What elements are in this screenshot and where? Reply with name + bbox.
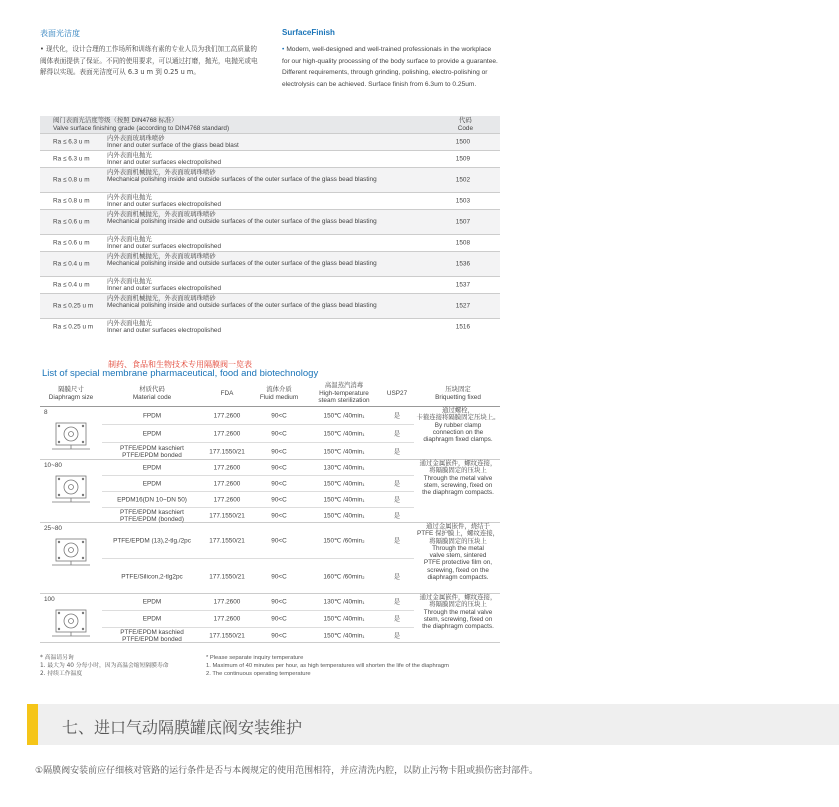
finish-code: 1509 xyxy=(455,155,470,163)
steam-sterilization: 150℃ /40min₁ xyxy=(323,429,365,437)
membrane-row xyxy=(102,491,414,507)
fluid-medium: 90<C xyxy=(271,495,287,503)
finish-description xyxy=(107,294,427,311)
surface-finish-text-en xyxy=(282,44,500,90)
material-code: PTFE/EPDM (13),2-tlg./2pc xyxy=(113,536,191,544)
fluid-medium: 90<C xyxy=(271,447,287,455)
finish-desc-cn: 内外表面电抛光 xyxy=(107,320,152,327)
steam-sterilization: 150℃ /60min₂ xyxy=(323,536,365,544)
install-note: ①隔膜阀安装前应仔细核对管路的运行条件是否与本阀规定的使用范围相符，并应清洗内腔，以防止污物卡阻或损伤密封部件。 xyxy=(35,766,539,776)
finish-desc-cn: 内外表面机械抛光，外表面玻璃珠喷砂 xyxy=(107,211,216,218)
finish-desc-cn: 内外表面电抛光 xyxy=(107,236,152,243)
fda-code: 177.2600 xyxy=(213,429,241,437)
membrane-table-header xyxy=(40,382,500,407)
membrane-row xyxy=(102,442,414,460)
finish-description xyxy=(107,134,427,151)
finish-desc-en: Inner and outer surfaces electropolished xyxy=(107,159,222,167)
fda-code: 177.1550/21 xyxy=(209,632,245,640)
col-fda: FDA xyxy=(220,390,234,397)
finishing-row xyxy=(40,251,500,276)
finish-code: 1537 xyxy=(455,281,470,289)
material-code: PTFE/EPDM kaschiert PTFE/EPDM bonded xyxy=(120,444,184,459)
membrane-group xyxy=(40,594,500,643)
fda-code: 177.1550/21 xyxy=(209,536,245,544)
finish-code: 1508 xyxy=(455,239,470,247)
material-code: FPDM xyxy=(142,411,162,419)
material-code: PTFE/EPDM kaschiert PTFE/EPDM (bonded) xyxy=(120,508,184,523)
finish-desc-cn: 内外表面机械抛光，外表面玻璃珠喷砂 xyxy=(107,253,216,260)
finishing-row xyxy=(40,209,500,234)
fda-code: 177.1550/21 xyxy=(209,447,245,455)
fluid-medium: 90<C xyxy=(271,411,287,419)
finish-code: 1503 xyxy=(455,197,470,205)
finish-description xyxy=(107,235,427,252)
membrane-row xyxy=(102,460,414,475)
membrane-row xyxy=(102,558,414,594)
ra-value: Ra ≤ 0.8 u m xyxy=(53,197,90,205)
material-code: PTFE/EPDM kaschied PTFE/EPDM bonded xyxy=(120,628,184,643)
diaphragm-drawing-icon xyxy=(48,474,94,504)
finish-desc-cn: 内外表面电抛光 xyxy=(107,194,152,201)
membrane-rows xyxy=(102,594,414,644)
finish-description xyxy=(107,151,427,168)
col-fluid: 流体介质 Fluid medium xyxy=(259,386,299,401)
finish-description xyxy=(107,277,427,294)
fda-code: 177.2600 xyxy=(213,463,241,471)
membrane-row xyxy=(102,407,414,424)
usp27-flag: 是 xyxy=(393,479,401,487)
finish-desc-cn: 内外表面机械抛光，外表面玻璃珠喷砂 xyxy=(107,169,216,176)
steam-sterilization: 150℃ /40min₁ xyxy=(323,479,365,487)
material-code: EPDM xyxy=(142,598,162,606)
membrane-row xyxy=(102,523,414,558)
finish-desc-cn: 内外表面机械抛光，外表面玻璃珠喷砂 xyxy=(107,295,216,302)
col-material: 材质代码 Material code xyxy=(132,386,172,401)
ra-value: Ra ≤ 0.25 u m xyxy=(53,302,94,310)
fluid-medium: 90<C xyxy=(271,429,287,437)
finish-description xyxy=(107,252,427,269)
finish-desc-en: Mechanical polishing inside and outside surfaces of the outer surface of the glass bead blasting xyxy=(107,302,377,310)
membrane-row xyxy=(102,424,414,442)
steam-sterilization: 150℃ /40min₁ xyxy=(323,411,365,419)
fixing-note: 通过金属嵌件，烧结于 PTFE 保护膜上，螺纹连接， 将隔膜固定的压块上 Through the metal valve stem, sintered PTFE protective film on, screwing, fixed on the diaphragm compacts. xyxy=(416,523,499,582)
diaphragm-size: 25~80 xyxy=(44,525,62,532)
fda-code: 177.1550/21 xyxy=(209,572,245,580)
fda-code: 177.2600 xyxy=(213,479,241,487)
finishing-grade-table xyxy=(40,116,500,335)
bullet-icon: • xyxy=(282,46,285,53)
finish-desc-en: Inner and outer surfaces electropolished xyxy=(107,285,222,293)
code-header-cn: 代码 xyxy=(458,117,472,124)
finishing-row xyxy=(40,192,500,209)
ra-value: Ra ≤ 0.8 u m xyxy=(53,176,90,184)
usp27-flag: 是 xyxy=(393,615,401,623)
finish-description xyxy=(107,319,427,336)
steam-sterilization: 150℃ /40min₁ xyxy=(323,511,365,519)
fluid-medium: 90<C xyxy=(271,536,287,544)
header-cn: 阀门表面光洁度等级（按照 DIN4768 标准） xyxy=(53,117,178,124)
fluid-medium: 90<C xyxy=(271,615,287,623)
finishing-row xyxy=(40,234,500,251)
fda-code: 177.1550/21 xyxy=(209,511,245,519)
fixing-note: 通过螺栓， 卡箍连接将隔膜固定压块上。 By rubber clamp connection on the diaphragm fixed clamps. xyxy=(416,407,500,444)
usp27-flag: 是 xyxy=(393,447,401,455)
material-code: EPDM xyxy=(142,429,162,437)
section-title: 七、进口气动隔膜罐底阀安装维护 xyxy=(62,718,303,737)
finishing-row xyxy=(40,318,500,335)
membrane-rows xyxy=(102,460,414,523)
ra-value: Ra ≤ 0.25 u m xyxy=(53,323,94,331)
usp27-flag: 是 xyxy=(393,598,401,606)
membrane-row xyxy=(102,475,414,491)
fda-code: 177.2600 xyxy=(213,495,241,503)
finishing-row xyxy=(40,276,500,293)
finish-code: 1536 xyxy=(455,260,470,268)
section-accent-bar xyxy=(27,704,38,745)
fixing-note: 通过金属嵌件，螺纹连接， 将隔膜固定的压块上 Through the metal valve stem, screwing, fixed on the diaphragm compacts. xyxy=(419,594,497,631)
steam-sterilization: 150℃ /40min₁ xyxy=(323,632,365,640)
footnotes-en: * Please separate inquiry temperature 1. Maximum of 40 minutes per hour, as high temperatures will shorten the life of the diaphragm 2. The continuous operating temperature xyxy=(206,655,449,677)
ra-value: Ra ≤ 0.6 u m xyxy=(53,239,90,247)
col-usp: USP27 xyxy=(386,390,408,397)
finish-desc-cn: 内外表面电抛光 xyxy=(107,152,152,159)
usp27-flag: 是 xyxy=(393,411,401,419)
finish-desc-en: Mechanical polishing inside and outside surfaces of the outer surface of the glass bead blasting xyxy=(107,218,377,226)
diaphragm-size: 10~80 xyxy=(44,462,62,469)
diaphragm-drawing-icon xyxy=(48,537,94,567)
membrane-list-title-cn: 制药、食品和生物技术专用隔膜阀一览表 xyxy=(108,360,252,369)
fluid-medium: 90<C xyxy=(271,572,287,580)
ra-value: Ra ≤ 0.6 u m xyxy=(53,218,90,226)
steam-sterilization: 150℃ /40min₁ xyxy=(323,447,365,455)
material-code: EPDM xyxy=(142,463,162,471)
fluid-medium: 90<C xyxy=(271,598,287,606)
fixing-note: 通过金属嵌件，螺纹连接， 将隔膜固定的压块上 Through the metal valve stem, screwing, fixed on the diaphragm compacts. xyxy=(419,460,497,497)
col-steam: 高温蒸汽消毒 High-temperature steam sterilization xyxy=(318,382,370,404)
fda-code: 177.2600 xyxy=(213,615,241,623)
membrane-row xyxy=(102,610,414,627)
col-fixed: 压块固定 Briquetting fixed xyxy=(435,386,481,401)
finishing-table-body xyxy=(40,133,500,335)
finish-code: 1500 xyxy=(455,138,470,146)
membrane-group xyxy=(40,407,500,460)
membrane-group xyxy=(40,460,500,523)
fluid-medium: 90<C xyxy=(271,463,287,471)
section-header xyxy=(27,704,839,745)
col-size: 隔膜尺寸 Diaphragm size xyxy=(48,386,94,401)
finish-description xyxy=(107,168,427,185)
usp27-flag: 是 xyxy=(393,429,401,437)
ra-value: Ra ≤ 0.4 u m xyxy=(53,260,90,268)
steam-sterilization: 150℃ /40min₁ xyxy=(323,615,365,623)
header-en: Valve surface finishing grade (according to DIN4768 standard) xyxy=(53,125,230,132)
finish-desc-en: Inner and outer surfaces electropolished xyxy=(107,201,222,209)
finishing-row xyxy=(40,293,500,318)
membrane-row xyxy=(102,627,414,644)
membrane-row xyxy=(102,507,414,523)
membrane-table xyxy=(40,382,500,643)
ra-value: Ra ≤ 6.3 u m xyxy=(53,155,90,163)
diaphragm-size: 100 xyxy=(44,596,55,603)
steam-sterilization: 130℃ /40min₁ xyxy=(323,463,365,471)
material-code: PTFE/Silicon,2-tlg2pc xyxy=(121,572,183,580)
finish-desc-en: Mechanical polishing inside and outside surfaces of the outer surface of the glass bead blasting xyxy=(107,176,377,184)
fluid-medium: 90<C xyxy=(271,511,287,519)
diaphragm-size: 8 xyxy=(44,409,48,416)
material-code: EPDM xyxy=(142,479,162,487)
finish-code: 1516 xyxy=(455,323,470,331)
membrane-rows xyxy=(102,523,414,594)
membrane-table-body xyxy=(40,407,500,643)
finish-code: 1527 xyxy=(455,302,470,310)
surface-finish-text-cn: • 现代化，设计合理的工作场所和训练有素的专业人员为我们加工高质量的阀体表面提供了保证。不同的使用要求，可以通过打磨，抛光，电抛光或电解得以实现。表面光洁度可从 6.3 u m 到 0.25 u m。 xyxy=(40,45,258,76)
finish-desc-en: Inner and outer surfaces electropolished xyxy=(107,327,222,335)
code-header-en: Code xyxy=(457,125,473,132)
usp27-flag: 是 xyxy=(393,632,401,640)
finish-desc-en: Mechanical polishing inside and outside surfaces of the outer surface of the glass bead blasting xyxy=(107,260,377,268)
surface-finish-title-cn: 表面光洁度 xyxy=(40,29,80,38)
steam-sterilization: 160℃ /60min₂ xyxy=(323,572,365,580)
finishing-table-header xyxy=(40,116,500,133)
finish-description xyxy=(107,210,427,227)
steam-sterilization: 130℃ /40min₁ xyxy=(323,598,365,606)
material-code: EPDM16(DN 10~DN 50) xyxy=(117,495,187,503)
finish-desc-en: Inner and outer surface of the glass bead blast xyxy=(107,142,239,150)
steam-sterilization: 150℃ /40min₁ xyxy=(323,495,365,503)
usp27-flag: 是 xyxy=(393,495,401,503)
finishing-row xyxy=(40,133,500,150)
ra-value: Ra ≤ 6.3 u m xyxy=(53,138,90,146)
membrane-list-title-en: List of special membrane pharmaceutical, food and biotechnology xyxy=(42,368,319,379)
diaphragm-drawing-icon xyxy=(48,608,94,638)
usp27-flag: 是 xyxy=(393,511,401,519)
footnotes-cn: * 高温请另询 1. 最大为 40 分每小时，因为高温会缩短隔膜寿命 2. 持续工作温度 xyxy=(40,655,169,677)
finishing-row xyxy=(40,150,500,167)
finishing-row xyxy=(40,167,500,192)
fluid-medium: 90<C xyxy=(271,479,287,487)
membrane-group xyxy=(40,523,500,594)
finish-description xyxy=(107,193,427,210)
finish-code: 1502 xyxy=(455,176,470,184)
usp27-flag: 是 xyxy=(393,536,401,544)
membrane-row xyxy=(102,594,414,610)
finish-desc-en: Inner and outer surfaces electropolished xyxy=(107,243,222,251)
fda-code: 177.2600 xyxy=(213,598,241,606)
surface-finish-title-en: SurfaceFinish xyxy=(282,28,335,37)
material-code: EPDM xyxy=(142,615,162,623)
fda-code: 177.2600 xyxy=(213,411,241,419)
ra-value: Ra ≤ 0.4 u m xyxy=(53,281,90,289)
usp27-flag: 是 xyxy=(393,572,401,580)
membrane-rows xyxy=(102,407,414,460)
surface-finish-body-en: Modern, well-designed and well-trained professionals in the workplace for our high-quality processing of the body surface to provide a guarantee. Different requirements, through grinding, polishing, electro-polishing or electrolysis can be achieved. Surface finish from 6.3um to 0.25um. xyxy=(282,46,498,88)
finish-desc-cn: 内外表面电抛光 xyxy=(107,278,152,285)
diaphragm-drawing-icon xyxy=(48,421,94,451)
finish-code: 1507 xyxy=(455,218,470,226)
finish-desc-cn: 内外表面玻璃珠喷砂 xyxy=(107,135,165,142)
fluid-medium: 90<C xyxy=(271,632,287,640)
